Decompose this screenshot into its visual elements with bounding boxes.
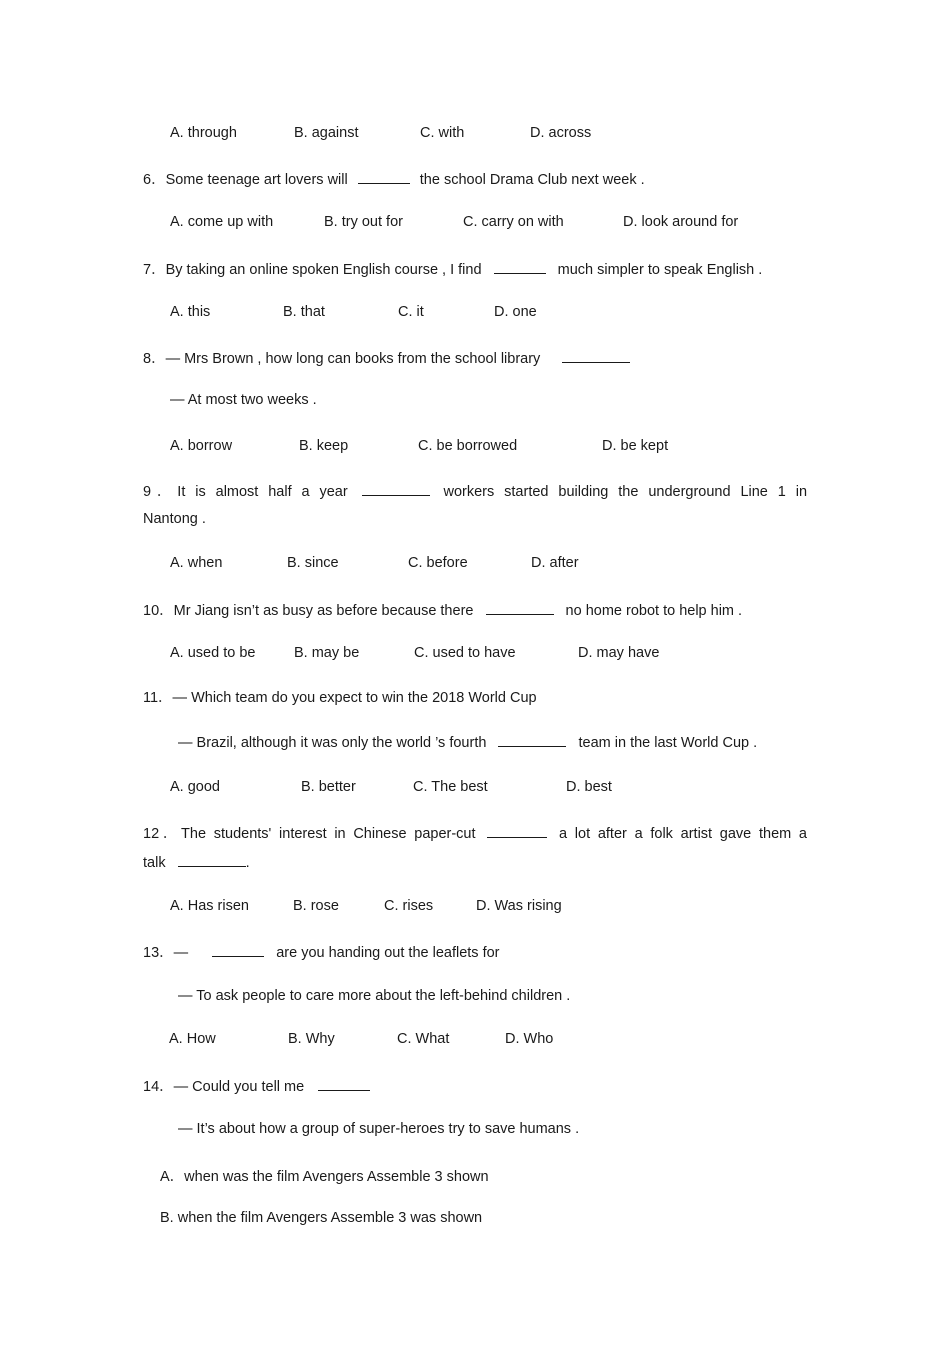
q13-option-d: D. Who (505, 1031, 554, 1047)
q5-option-d: D. across (530, 125, 592, 141)
answer-blank (498, 732, 566, 747)
question-12-continuation (143, 852, 250, 872)
question-9 (143, 481, 807, 501)
q12-option-b: B. rose (293, 898, 339, 914)
q9-option-c: C. before (408, 555, 468, 571)
q5-option-a: A. through (170, 125, 237, 141)
q11-option-a: A. good (170, 779, 220, 795)
q14-option-a: A．when was the film Avengers Assemble 3 shown (160, 1169, 489, 1185)
question-8-text: 8．— Mrs Brown , how long can books from the school library (143, 351, 541, 367)
q5-option-c: C. with (420, 125, 465, 141)
q11-option-c: C. The best (413, 779, 488, 795)
answer-blank (494, 259, 546, 274)
question-9-text: 9．It is almost half a year (143, 484, 348, 500)
q6-option-b: B. try out for (324, 214, 403, 230)
question-7 (143, 259, 762, 279)
question-6-text-end: the school Drama Club next week . (419, 172, 645, 188)
q6-option-a: A. come up with (170, 214, 274, 230)
q9-option-d: D. after (531, 555, 579, 571)
q10-option-b: B. may be (294, 645, 360, 661)
q7-option-d: D. one (494, 304, 537, 320)
question-10 (143, 600, 742, 620)
q13-option-a: A. How (169, 1031, 216, 1047)
q6-option-d: D. look around for (623, 214, 739, 230)
question-13 (143, 942, 500, 962)
answer-blank (562, 348, 630, 363)
q5-option-b: B. against (294, 125, 359, 141)
q8-option-a: A. borrow (170, 438, 233, 454)
answer-blank (486, 600, 554, 615)
answer-blank (318, 1076, 370, 1091)
q12-option-a: A. Has risen (170, 898, 249, 914)
question-14-answer: — It’s about how a group of super-heroes try to save humans . (178, 1121, 580, 1137)
question-7-text-end: much simpler to speak English . (557, 262, 763, 278)
question-8-answer: — At most two weeks . (170, 392, 317, 408)
question-6 (143, 169, 645, 189)
question-9-continuation: Nantong . (143, 511, 206, 527)
question-12-text-end: a lot after a folk artist gave them a (559, 826, 808, 842)
question-10-text: 10．Mr Jiang isn’t as busy as before because there (143, 603, 474, 619)
q8-option-b: B. keep (299, 438, 349, 454)
question-12-cont-text: talk (143, 855, 166, 871)
q6-option-c: C. carry on with (463, 214, 564, 230)
q9-option-b: B. since (287, 555, 339, 571)
question-6-text: 6．Some teenage art lovers will (143, 172, 348, 188)
q13-option-c: C. What (397, 1031, 450, 1047)
question-7-text: 7．By taking an online spoken English course , I find (143, 262, 482, 278)
answer-blank (178, 852, 246, 867)
q11-option-b: B. better (301, 779, 356, 795)
question-13-text: 13．— (143, 945, 189, 961)
question-12 (143, 823, 807, 843)
question-12-cont-end: . (245, 855, 250, 871)
question-12-text: 12．The students' interest in Chinese paper-cut (143, 826, 476, 842)
q13-option-b: B. Why (288, 1031, 335, 1047)
question-9-text-end: workers started building the underground Line 1 in (443, 484, 808, 500)
question-13-text-end: are you handing out the leaflets for (276, 945, 500, 961)
q11-option-d: D. best (566, 779, 612, 795)
q7-option-c: C. it (398, 304, 424, 320)
answer-blank (212, 942, 264, 957)
q9-option-a: A. when (170, 555, 223, 571)
q7-option-b: B. that (283, 304, 325, 320)
q10-option-c: C. used to have (414, 645, 516, 661)
q8-option-c: C. be borrowed (418, 438, 518, 454)
q12-option-c: C. rises (384, 898, 434, 914)
q12-option-d: D. Was rising (476, 898, 562, 914)
answer-blank (358, 169, 410, 184)
q10-option-d: D. may have (578, 645, 660, 661)
question-13-answer: — To ask people to care more about the left-behind children . (178, 988, 571, 1004)
answer-blank (362, 481, 430, 496)
question-11-answer-end: team in the last World Cup . (578, 735, 758, 751)
question-14 (143, 1076, 370, 1096)
question-11-answer (178, 732, 757, 752)
question-11: 11．— Which team do you expect to win the 2018 World Cup (143, 690, 537, 706)
question-10-text-end: no home robot to help him . (565, 603, 743, 619)
question-11-answer-text: — Brazil, although it was only the world ’s fourth (178, 735, 487, 751)
answer-blank (487, 823, 547, 838)
q8-option-d: D. be kept (602, 438, 669, 454)
q14-option-b: B. when the film Avengers Assemble 3 was shown (160, 1210, 483, 1226)
question-14-text: 14．— Could you tell me (143, 1079, 305, 1095)
q7-option-a: A. this (170, 304, 211, 320)
q10-option-a: A. used to be (170, 645, 256, 661)
question-8 (143, 348, 630, 368)
